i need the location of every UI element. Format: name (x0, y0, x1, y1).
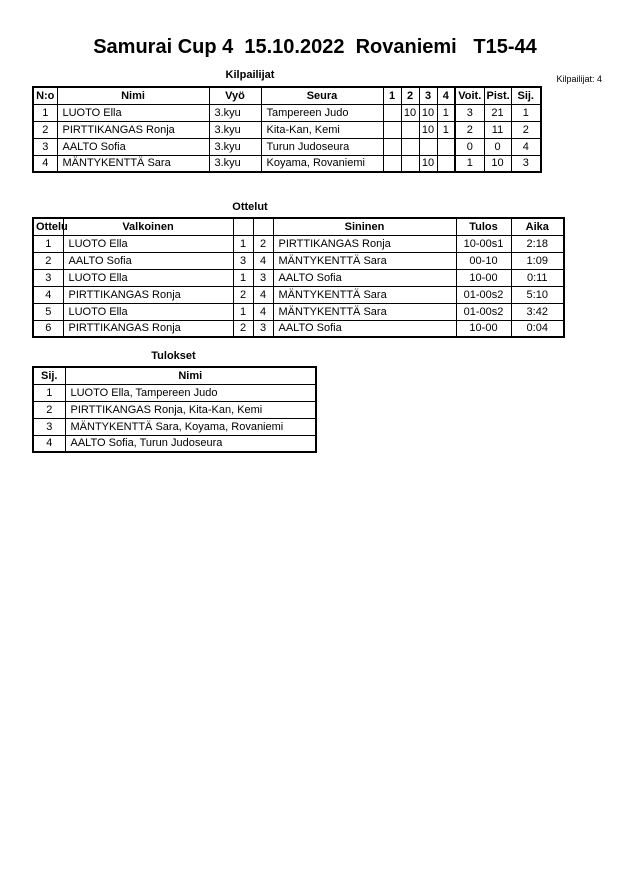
competitor-name: PIRTTIKANGAS Ronja (57, 121, 209, 138)
competitors-table (32, 86, 542, 173)
white-no: 1 (233, 303, 253, 320)
match-row (33, 235, 564, 252)
matches-section-title: Ottelut (232, 201, 268, 213)
match-row (33, 269, 564, 286)
result-row (33, 384, 316, 401)
match-time: 0:04 (511, 320, 564, 337)
match-no: 6 (33, 320, 63, 337)
white-name: PIRTTIKANGAS Ronja (63, 320, 233, 337)
result-place: 1 (33, 384, 65, 401)
result-vs-4: 1 (437, 121, 455, 138)
match-row (33, 252, 564, 269)
final-results-table (32, 366, 317, 453)
header-belt: Vyö (209, 87, 261, 104)
result-vs-2: 10 (401, 104, 419, 121)
header-points: Pist. (484, 87, 511, 104)
competitor-club: Tampereen Judo (261, 104, 383, 121)
competitor-row (33, 138, 541, 155)
match-result: 01-00s2 (456, 303, 511, 320)
blue-name: AALTO Sofia (273, 269, 456, 286)
competitor-points: 21 (484, 104, 511, 121)
matches-table (32, 217, 565, 338)
result-vs-3: 10 (419, 104, 437, 121)
results-header-row (33, 367, 316, 384)
competitor-belt: 3.kyu (209, 121, 261, 138)
competitor-club: Kita-Kan, Kemi (261, 121, 383, 138)
competitor-belt: 3.kyu (209, 104, 261, 121)
result-row (33, 435, 316, 452)
header-opponent-4: 4 (437, 87, 455, 104)
result-vs-1 (383, 138, 401, 155)
blue-no: 3 (253, 269, 273, 286)
result-vs-1 (383, 155, 401, 172)
competitor-place: 1 (511, 104, 541, 121)
header-opponent-3: 3 (419, 87, 437, 104)
match-time: 0:11 (511, 269, 564, 286)
match-result: 10-00 (456, 320, 511, 337)
competitor-place: 2 (511, 121, 541, 138)
result-name: PIRTTIKANGAS Ronja, Kita-Kan, Kemi (65, 401, 316, 418)
matches-header-row (33, 218, 564, 235)
white-name: PIRTTIKANGAS Ronja (63, 286, 233, 303)
competitors-count: Kilpailijat: 4 (556, 74, 602, 84)
header-blue-no (253, 218, 273, 235)
blue-no: 3 (253, 320, 273, 337)
match-result: 10-00s1 (456, 235, 511, 252)
header-wins: Voit. (455, 87, 484, 104)
competitor-place: 4 (511, 138, 541, 155)
competitor-no: 3 (33, 138, 57, 155)
page-title: Samurai Cup 4 15.10.2022 Rovaniemi T15-44 (93, 36, 537, 58)
white-no: 1 (233, 269, 253, 286)
competitor-wins: 1 (455, 155, 484, 172)
header-place: Sij. (33, 367, 65, 384)
header-opponent-2: 2 (401, 87, 419, 104)
result-name: AALTO Sofia, Turun Judoseura (65, 435, 316, 452)
match-time: 3:42 (511, 303, 564, 320)
match-no: 5 (33, 303, 63, 320)
result-name: MÄNTYKENTTÄ Sara, Koyama, Rovaniemi (65, 418, 316, 435)
match-time: 5:10 (511, 286, 564, 303)
competitor-club: Turun Judoseura (261, 138, 383, 155)
header-opponent-1: 1 (383, 87, 401, 104)
competitor-wins: 2 (455, 121, 484, 138)
white-name: LUOTO Ella (63, 303, 233, 320)
header-white-no (233, 218, 253, 235)
match-row (33, 320, 564, 337)
white-no: 1 (233, 235, 253, 252)
result-vs-4 (437, 138, 455, 155)
white-no: 2 (233, 320, 253, 337)
competitor-row (33, 155, 541, 172)
result-vs-4: 1 (437, 104, 455, 121)
competitor-no: 2 (33, 121, 57, 138)
competitor-points: 10 (484, 155, 511, 172)
match-no: 3 (33, 269, 63, 286)
header-white: Valkoinen (63, 218, 233, 235)
blue-name: PIRTTIKANGAS Ronja (273, 235, 456, 252)
header-name: Nimi (57, 87, 209, 104)
header-place: Sij. (511, 87, 541, 104)
blue-no: 4 (253, 252, 273, 269)
header-name: Nimi (65, 367, 316, 384)
competitor-name: LUOTO Ella (57, 104, 209, 121)
result-vs-2 (401, 155, 419, 172)
competitor-row (33, 121, 541, 138)
competitors-section-title: Kilpailijat (225, 69, 275, 81)
blue-no: 4 (253, 286, 273, 303)
competitor-belt: 3.kyu (209, 155, 261, 172)
match-no: 1 (33, 235, 63, 252)
white-name: LUOTO Ella (63, 235, 233, 252)
header-no: N:o (33, 87, 57, 104)
competitors-section-header (0, 69, 630, 84)
competitor-wins: 3 (455, 104, 484, 121)
result-vs-3 (419, 138, 437, 155)
blue-name: AALTO Sofia (273, 320, 456, 337)
result-place: 3 (33, 418, 65, 435)
competitor-points: 0 (484, 138, 511, 155)
result-vs-3: 10 (419, 155, 437, 172)
competitor-name: AALTO Sofia (57, 138, 209, 155)
match-result: 10-00 (456, 269, 511, 286)
result-vs-2 (401, 138, 419, 155)
match-time: 1:09 (511, 252, 564, 269)
match-result: 01-00s2 (456, 286, 511, 303)
competitor-no: 4 (33, 155, 57, 172)
result-row (33, 418, 316, 435)
header-time: Aika (511, 218, 564, 235)
result-vs-3: 10 (419, 121, 437, 138)
match-result: 00-10 (456, 252, 511, 269)
result-vs-1 (383, 104, 401, 121)
match-row (33, 303, 564, 320)
white-name: AALTO Sofia (63, 252, 233, 269)
match-no: 4 (33, 286, 63, 303)
match-time: 2:18 (511, 235, 564, 252)
blue-name: MÄNTYKENTTÄ Sara (273, 286, 456, 303)
header-blue: Sininen (273, 218, 456, 235)
competitor-belt: 3.kyu (209, 138, 261, 155)
competitor-wins: 0 (455, 138, 484, 155)
header-result: Tulos (456, 218, 511, 235)
white-no: 2 (233, 286, 253, 303)
results-section-title: Tulokset (151, 350, 196, 362)
blue-no: 2 (253, 235, 273, 252)
competitor-points: 11 (484, 121, 511, 138)
blue-name: MÄNTYKENTTÄ Sara (273, 252, 456, 269)
header-match: Ottelu (33, 218, 63, 235)
blue-no: 4 (253, 303, 273, 320)
match-no: 2 (33, 252, 63, 269)
competitor-no: 1 (33, 104, 57, 121)
match-row (33, 286, 564, 303)
result-place: 4 (33, 435, 65, 452)
blue-name: MÄNTYKENTTÄ Sara (273, 303, 456, 320)
white-name: LUOTO Ella (63, 269, 233, 286)
competitor-name: MÄNTYKENTTÄ Sara (57, 155, 209, 172)
competitor-row (33, 104, 541, 121)
result-name: LUOTO Ella, Tampereen Judo (65, 384, 316, 401)
result-place: 2 (33, 401, 65, 418)
result-vs-1 (383, 121, 401, 138)
result-row (33, 401, 316, 418)
result-vs-2 (401, 121, 419, 138)
result-vs-4 (437, 155, 455, 172)
competitor-club: Koyama, Rovaniemi (261, 155, 383, 172)
white-no: 3 (233, 252, 253, 269)
competitors-header-row (33, 87, 541, 104)
header-club: Seura (261, 87, 383, 104)
competitor-place: 3 (511, 155, 541, 172)
